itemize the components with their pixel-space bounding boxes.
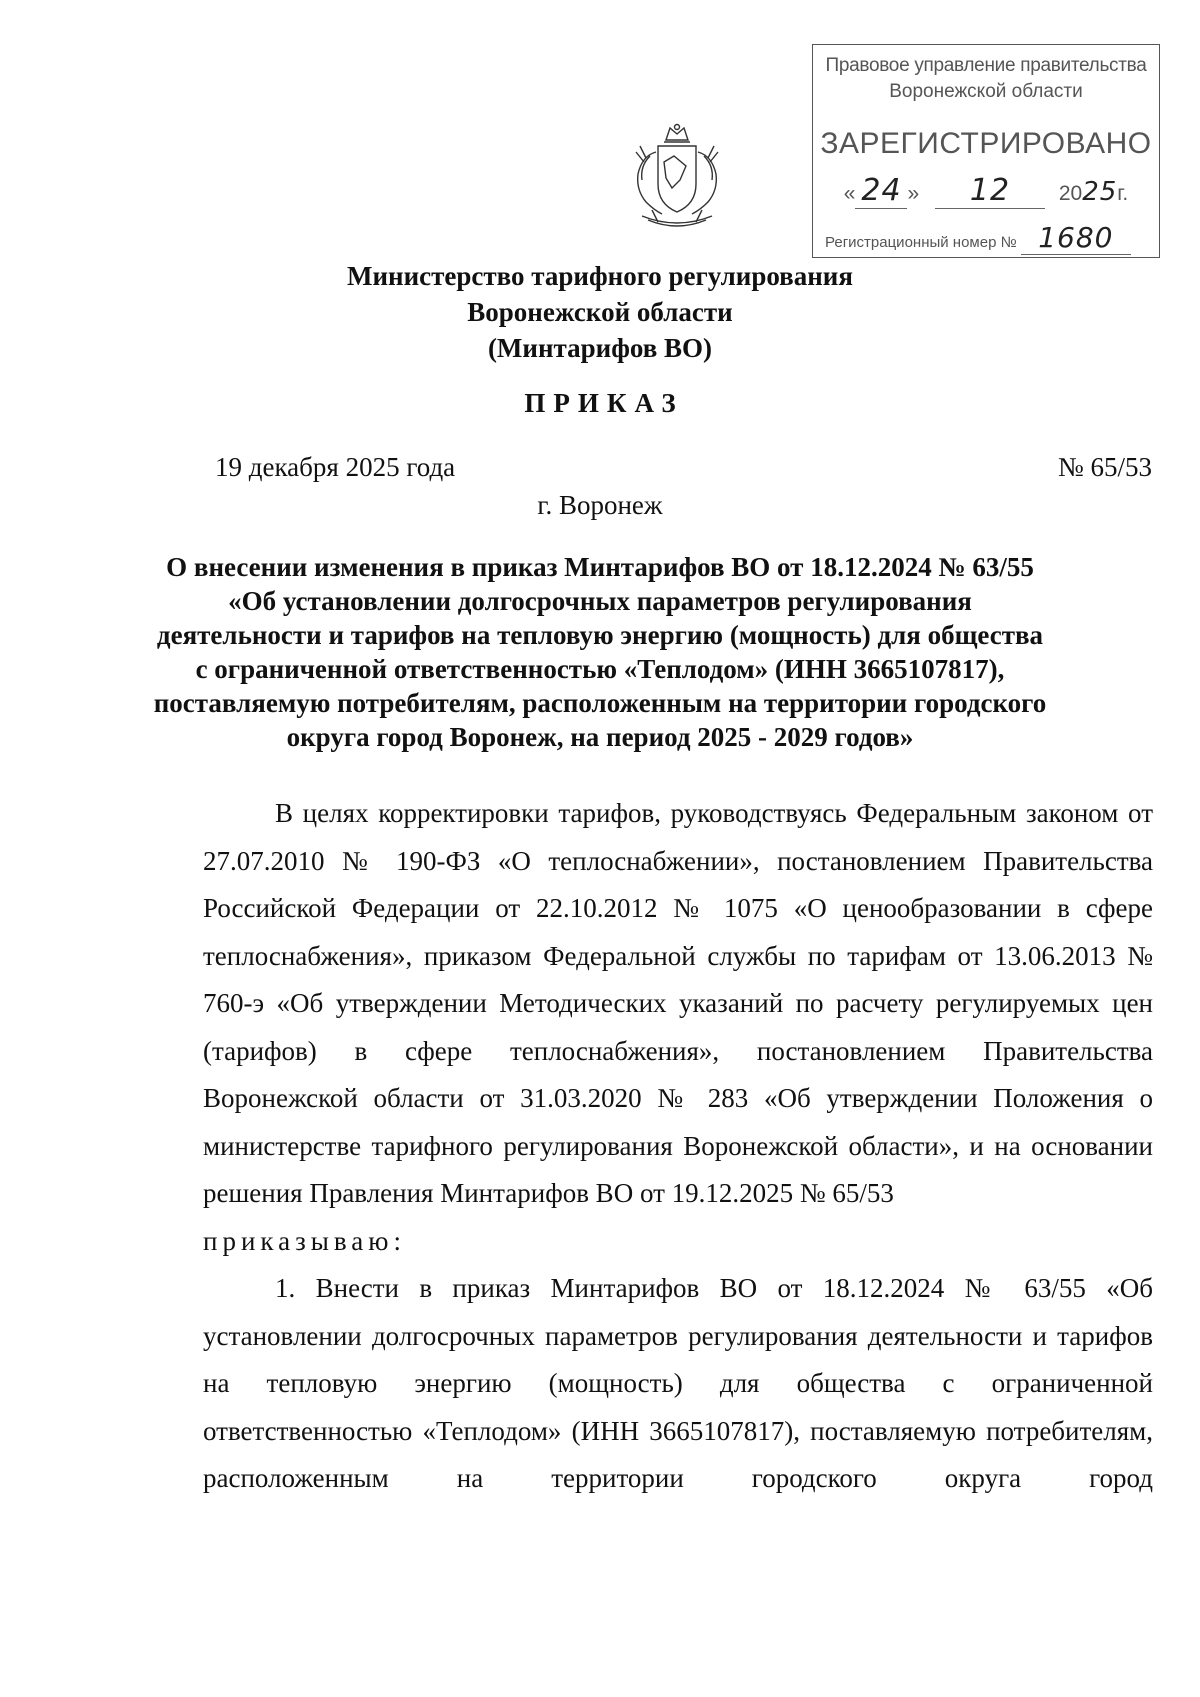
stamp-reg-label: Регистрационный номер № <box>825 234 1017 251</box>
stamp-date-day: 24 <box>861 173 902 208</box>
title-line: «Об установлении долгосрочных параметров регулирования <box>228 586 972 616</box>
stamp-date-year-suffix: г. <box>1117 182 1129 205</box>
ministry-header <box>0 258 1200 366</box>
document-date: 19 декабря 2025 года <box>215 452 456 482</box>
title-line: с ограниченной ответственностью «Теплодом» (ИНН 3665107817), <box>195 654 1005 684</box>
coat-of-arms-emblem <box>628 122 726 230</box>
stamp-status: ЗАРЕГИСТРИРОВАНО <box>820 127 1152 160</box>
stamp-org-line1: Правовое управление правительства <box>825 55 1147 76</box>
stamp-reg-number-row <box>825 221 1171 255</box>
stamp-date: « 24 » 12 2025г. <box>843 173 1129 208</box>
stamp-org-line2: Воронежской области <box>889 81 1083 102</box>
stamp-date-year-hand: 25 <box>1082 177 1118 207</box>
stamp-date-year-printed: 20 <box>1058 182 1083 205</box>
stamp-reg-number: 1680 <box>1038 221 1114 254</box>
document-title <box>0 550 1200 754</box>
document-type: ПРИКАЗ <box>524 388 684 418</box>
title-line: деятельности и тарифов на тепловую энергию (мощность) для общества <box>156 620 1044 650</box>
title-line: О внесении изменения в приказ Минтарифов ВО от 18.12.2024 № 63/55 <box>166 552 1034 582</box>
item-1-paragraph: 1. Внести в приказ Минтарифов ВО от 18.12.2024 № 63/55 «Об установлении долгосрочных параметров регулирования деятельности и тарифов на тепловую энергию (мощность) для общества с ограниченной ответственностью «Теплодом» (ИНН 3665107817), поставляемую потребителям, расположенным на территории городского округа город <box>203 1273 1153 1493</box>
preamble-paragraph: В целях корректировки тарифов, руководствуясь Федеральным законом от 27.07.2010 № 190-ФЗ «О теплоснабжении», постановлением Правительства Российской Федерации от 22.10.2012 № 1075 «О ценообразовании в сфере теплоснабжения», приказом Федеральной службы по тарифам от 13.06.2013 № 760-э «Об утверждении Методических указаний по расчету регулируемых цен (тарифов) в сфере теплоснабжения», постановлением Правительства Воронежской области от 31.03.2020 № 283 «Об утверждении Положения о министерстве тарифного регулирования Воронежской области», и на основании решения Правления Минтарифов ВО от 19.12.2025 № 65/53 <box>203 798 1153 1208</box>
title-line: поставляемую потребителям, расположенным на территории городского <box>153 688 1047 718</box>
order-word: приказываю: <box>203 1225 406 1256</box>
document-number: № 65/53 <box>1057 452 1152 482</box>
ministry-name-line1: Министерство тарифного регулирования <box>347 261 853 291</box>
document-city: г. Воронеж <box>537 490 663 520</box>
ministry-abbr: (Минтарифов ВО) <box>487 333 713 363</box>
stamp-date-month: 12 <box>969 173 1011 208</box>
ministry-name-line2: Воронежской области <box>467 297 733 327</box>
registration-stamp <box>812 44 1160 258</box>
title-line: округа город Воронеж, на период 2025 - 2029 годов» <box>286 722 914 752</box>
document-body <box>203 790 1153 1503</box>
